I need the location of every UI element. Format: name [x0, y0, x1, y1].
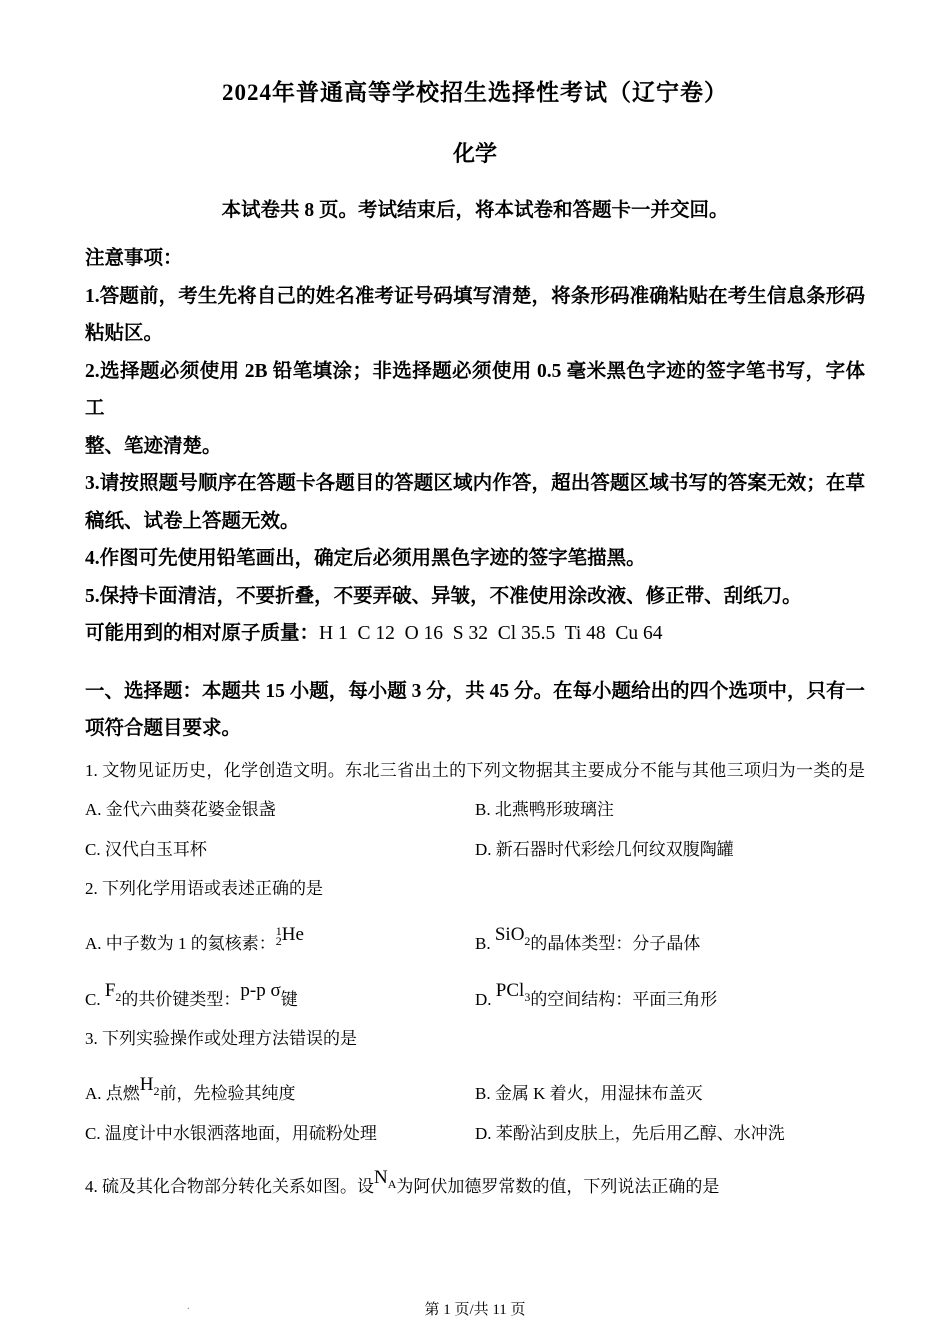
question-1-stem: 1. 文物见证历史，化学创造文明。东北三省出土的下列文物据其主要成分不能与其他三项归为一类的是 — [85, 760, 865, 780]
q2-option-d — [475, 980, 865, 1020]
f2-subscript: 2 — [115, 989, 122, 1004]
q3-option-a — [85, 1074, 475, 1114]
question-2-options-row-2 — [85, 964, 865, 1020]
q2-option-d-text: 的空间结构：平面三角形 — [530, 989, 718, 1009]
na-subscript: A — [387, 1176, 397, 1191]
question-3-options-row-1 — [85, 1058, 865, 1114]
q2-option-a — [85, 924, 475, 964]
notice-item-3-line-1: 3.请按照题号顺序在答题卡各题目的答题区域内作答，超出答题区域书写的答案无效；在草 — [85, 473, 865, 494]
question-1-options-row-1 — [85, 790, 865, 830]
nuclide-he-formula — [276, 925, 304, 946]
q2-option-c — [85, 980, 475, 1020]
pp-sigma-bond: p-p σ — [240, 979, 281, 1001]
page-title: 2024年普通高等学校招生选择性考试（辽宁卷） — [222, 80, 728, 105]
q3-option-b: B. 金属 K 着火，用湿抹布盖灭 — [475, 1083, 703, 1103]
question-3-stem: 3. 下列实验操作或处理方法错误的是 — [85, 1028, 357, 1048]
q2-option-d-label: D. — [475, 989, 496, 1009]
notice-item-2-line-2: 整、笔迹清楚。 — [85, 435, 222, 457]
question-1-options-row-2 — [85, 830, 865, 870]
q1-option-c: C. 汉代白玉耳杯 — [85, 839, 207, 859]
sio2-formula — [494, 923, 531, 948]
atomic-mass-label: 可能用到的相对原子质量： — [85, 623, 320, 644]
q4-stem-text: 4. 硫及其化合物部分转化关系如图。设 — [85, 1176, 374, 1196]
na-symbol: N — [374, 1166, 388, 1188]
notice-block — [85, 240, 865, 653]
stray-print-mark: . — [187, 1300, 190, 1312]
notice-item-5: 5.保持卡面清洁，不要折叠，不要弄破、异皱，不准使用涂改液、修正带、刮纸刀。 — [85, 585, 802, 607]
f2-symbol: F — [104, 979, 116, 1001]
q2-option-c-label: C. — [85, 989, 105, 1009]
q3-option-c: C. 温度计中水银洒落地面，用硫粉处理 — [85, 1123, 377, 1143]
q3-option-a-text: A. 点燃 — [85, 1083, 140, 1103]
pcl3-symbol: PCl — [495, 979, 525, 1001]
notice-item-1-line-1: 1.答题前，考生先将自己的姓名准考证号码填写清楚，将条形码准确粘贴在考生信息条形码 — [85, 285, 865, 307]
h2-symbol: H — [139, 1073, 154, 1095]
atomic-mass-line — [85, 615, 865, 653]
q3-option-a-suffix: 前，先检验其纯度 — [159, 1083, 296, 1103]
question-2-options-row-1 — [85, 908, 865, 964]
notice-item-1-line-2: 粘贴区。 — [85, 323, 164, 344]
questions-block — [85, 752, 865, 1206]
q2-option-c-text: 的共价键类型： — [121, 989, 241, 1009]
subject-title: 化学 — [452, 141, 497, 166]
sio2-symbol: SiO — [494, 923, 525, 945]
q1-option-b: B. 北燕鸭形玻璃注 — [475, 799, 614, 819]
question-4-stem — [85, 1154, 865, 1206]
section-1-heading-line-2: 项符合题目要求。 — [85, 718, 242, 739]
section-1-heading-line-1: 一、选择题：本题共 15 小题，每小题 3 分，共 45 分。在每小题给出的四个选项中，只有一 — [85, 680, 866, 702]
q2-option-c-suffix: 键 — [280, 989, 298, 1009]
notice-item-2-line-1: 2.选择题必须使用 2B 铅笔填涂；非选择题必须使用 0.5 毫米黑色字迹的签字笔书写，字体工 — [85, 360, 865, 419]
nuclide-subscript: 2 — [275, 933, 282, 948]
h2-subscript: 2 — [153, 1083, 160, 1098]
notice-item-4: 4.作图可先使用铅笔画出，确定后必须用黑色字迹的签字笔描黑。 — [85, 548, 646, 569]
pcl3-formula — [495, 979, 531, 1004]
question-3-options-row-2 — [85, 1114, 865, 1154]
f2-formula — [104, 979, 122, 1004]
notice-heading: 注意事项： — [85, 248, 183, 269]
atomic-mass-values: H 1 C 12 O 16 S 32 Cl 35.5 Ti 48 Cu 64 — [319, 623, 663, 644]
sio2-subscript: 2 — [524, 933, 531, 948]
q2-option-b-label: B. — [475, 933, 495, 953]
q2-option-b — [475, 924, 865, 964]
q2-option-b-text: 的晶体类型：分子晶体 — [530, 933, 701, 953]
q2-option-a-text: A. 中子数为 1 的氦核素： — [85, 933, 276, 953]
page-number-footer: 第 1 页/共 11 页 — [424, 1302, 526, 1318]
avogadro-na-symbol — [374, 1166, 397, 1191]
q3-option-d: D. 苯酚沾到皮肤上，先后用乙醇、水冲洗 — [475, 1123, 785, 1143]
nuclide-superscript: 1 — [275, 923, 282, 938]
q4-stem-suffix: 为阿伏加德罗常数的值，下列说法正确的是 — [396, 1176, 720, 1196]
h2-formula — [139, 1073, 160, 1098]
question-2-stem: 2. 下列化学用语或表述正确的是 — [85, 878, 323, 898]
nuclide-symbol: He — [281, 923, 304, 945]
q1-option-a: A. 金代六曲葵花婆金银盏 — [85, 799, 276, 819]
pcl3-subscript: 3 — [524, 989, 531, 1004]
section-1-heading — [85, 673, 865, 748]
q1-option-d: D. 新石器时代彩绘几何纹双腹陶罐 — [475, 839, 734, 859]
exam-return-notice: 本试卷共 8 页。考试结束后，将本试卷和答题卡一并交回。 — [221, 200, 729, 221]
notice-item-3-line-2: 稿纸、试卷上答题无效。 — [85, 510, 300, 532]
